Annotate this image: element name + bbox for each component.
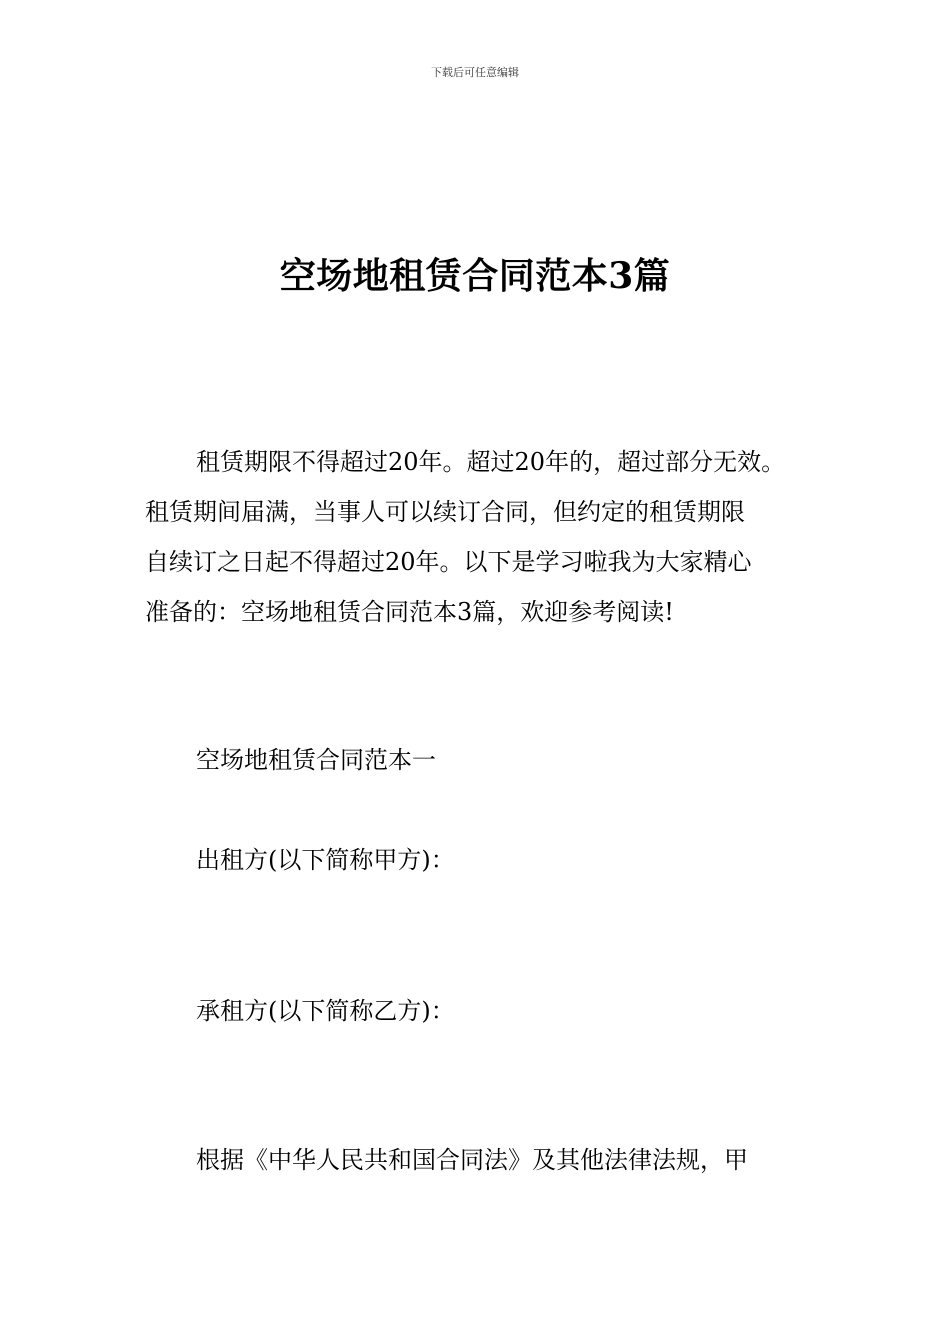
intro-paragraph bbox=[145, 437, 785, 637]
intro-line: 租赁期限不得超过20年。超过20年的，超过部分无效。 bbox=[196, 448, 786, 476]
section-heading: 空场地租赁合同范本一 bbox=[196, 746, 436, 774]
header-note: 下载后可任意编辑 bbox=[431, 66, 519, 79]
document-title: 空场地租赁合同范本3篇 bbox=[279, 255, 671, 297]
intro-line: 租赁期间届满，当事人可以续订合同，但约定的租赁期限 bbox=[145, 498, 745, 526]
lessee-label: 承租方(以下简称乙方)： bbox=[196, 997, 455, 1025]
intro-line: 自续订之日起不得超过20年。以下是学习啦我为大家精心 bbox=[145, 548, 752, 576]
intro-line: 准备的：空场地租赁合同范本3篇，欢迎参考阅读! bbox=[145, 598, 674, 626]
lessor-label: 出租方(以下简称甲方)： bbox=[196, 846, 455, 874]
legal-basis-text: 根据《中华人民共和国合同法》及其他法律法规，甲 bbox=[196, 1146, 748, 1174]
